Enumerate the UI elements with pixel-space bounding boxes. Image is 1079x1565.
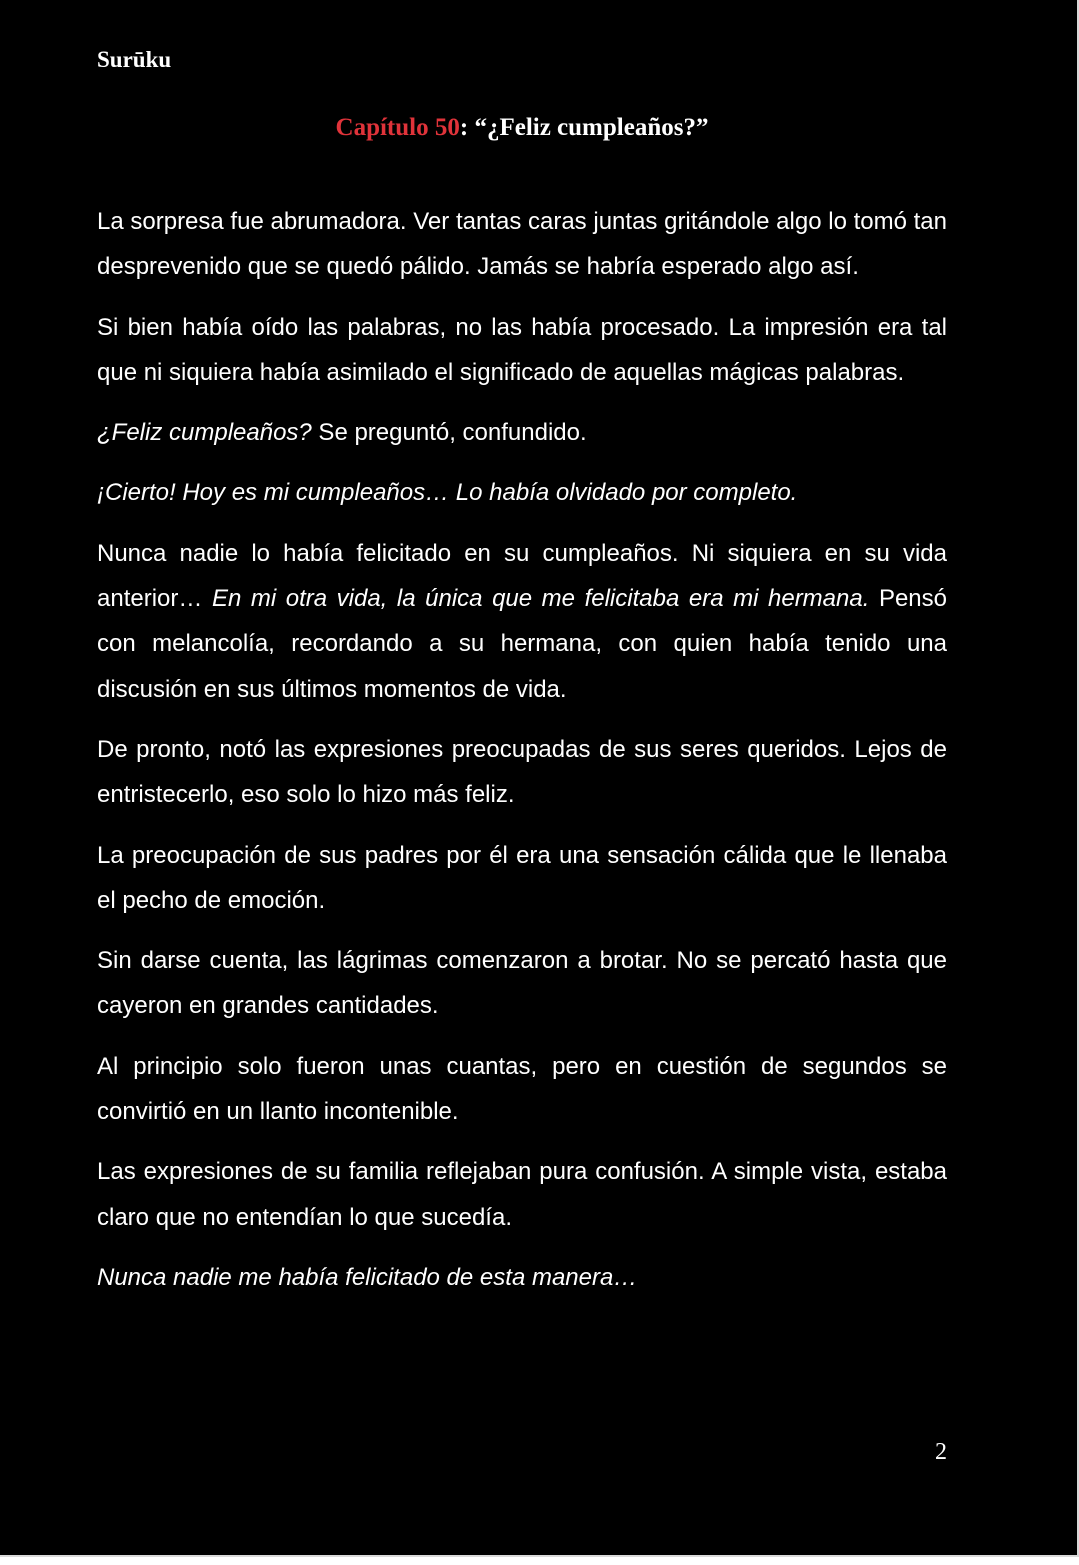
chapter-title: “¿Feliz cumpleaños?” [474, 114, 709, 141]
paragraph-9: Al principio solo fueron unas cuantas, pero en cuestión de segundos se convirtió en un llanto incontenible. [97, 1052, 947, 1126]
chapter-number-label: Capítulo 50 [335, 114, 460, 141]
paragraph-7: La preocupación de sus padres por él era una sensación cálida que le llenaba el pecho de emoción. [97, 841, 947, 914]
paragraph-6: De pronto, notó las expresiones preocupadas de sus seres queridos. Lejos de entristecerlo, eso solo lo hizo más feliz. [97, 735, 947, 809]
chapter-heading [0, 110, 1044, 146]
chapter-body [97, 199, 947, 1315]
paragraph-8: Sin darse cuenta, las lágrimas comenzaron a brotar. No se percató hasta que cayeron en grandes cantidades. [97, 947, 947, 1020]
paragraph-10: Las expresiones de su familia reflejaban pura confusión. A simple vista, estaba claro que no entendían lo que sucedía. [97, 1158, 947, 1231]
paragraph-4: ¡Cierto! Hoy es mi cumpleaños… Lo había olvidado por completo. [97, 479, 798, 507]
paragraph-2: Si bien había oído las palabras, no las había procesado. La impresión era tal que ni siquiera había asimilado el significado de aquellas mágicas palabras. [97, 313, 947, 386]
paragraph-3: ¿Feliz cumpleaños? Se preguntó, confundido. [97, 419, 587, 447]
book-title-header: Surūku [97, 47, 172, 72]
chapter-separator: : [459, 114, 475, 141]
page-number: 2 [935, 1439, 947, 1465]
paragraph-5: Nunca nadie lo había felicitado en su cumpleaños. Ni siquiera en su vida anterior… En mi otra vida, la única que me felicitaba era mi hermana. Pensó con melancolía, recordando a su hermana, con quien había tenido una discusión en sus últimos momentos de vida. [97, 539, 948, 703]
paragraph-1: La sorpresa fue abrumadora. Ver tantas caras juntas gritándole algo lo tomó tan desprevenido que se quedó pálido. Jamás se habría esperado algo así. [97, 208, 947, 281]
paragraph-11: Nunca nadie me había felicitado de esta manera… [97, 1263, 638, 1291]
